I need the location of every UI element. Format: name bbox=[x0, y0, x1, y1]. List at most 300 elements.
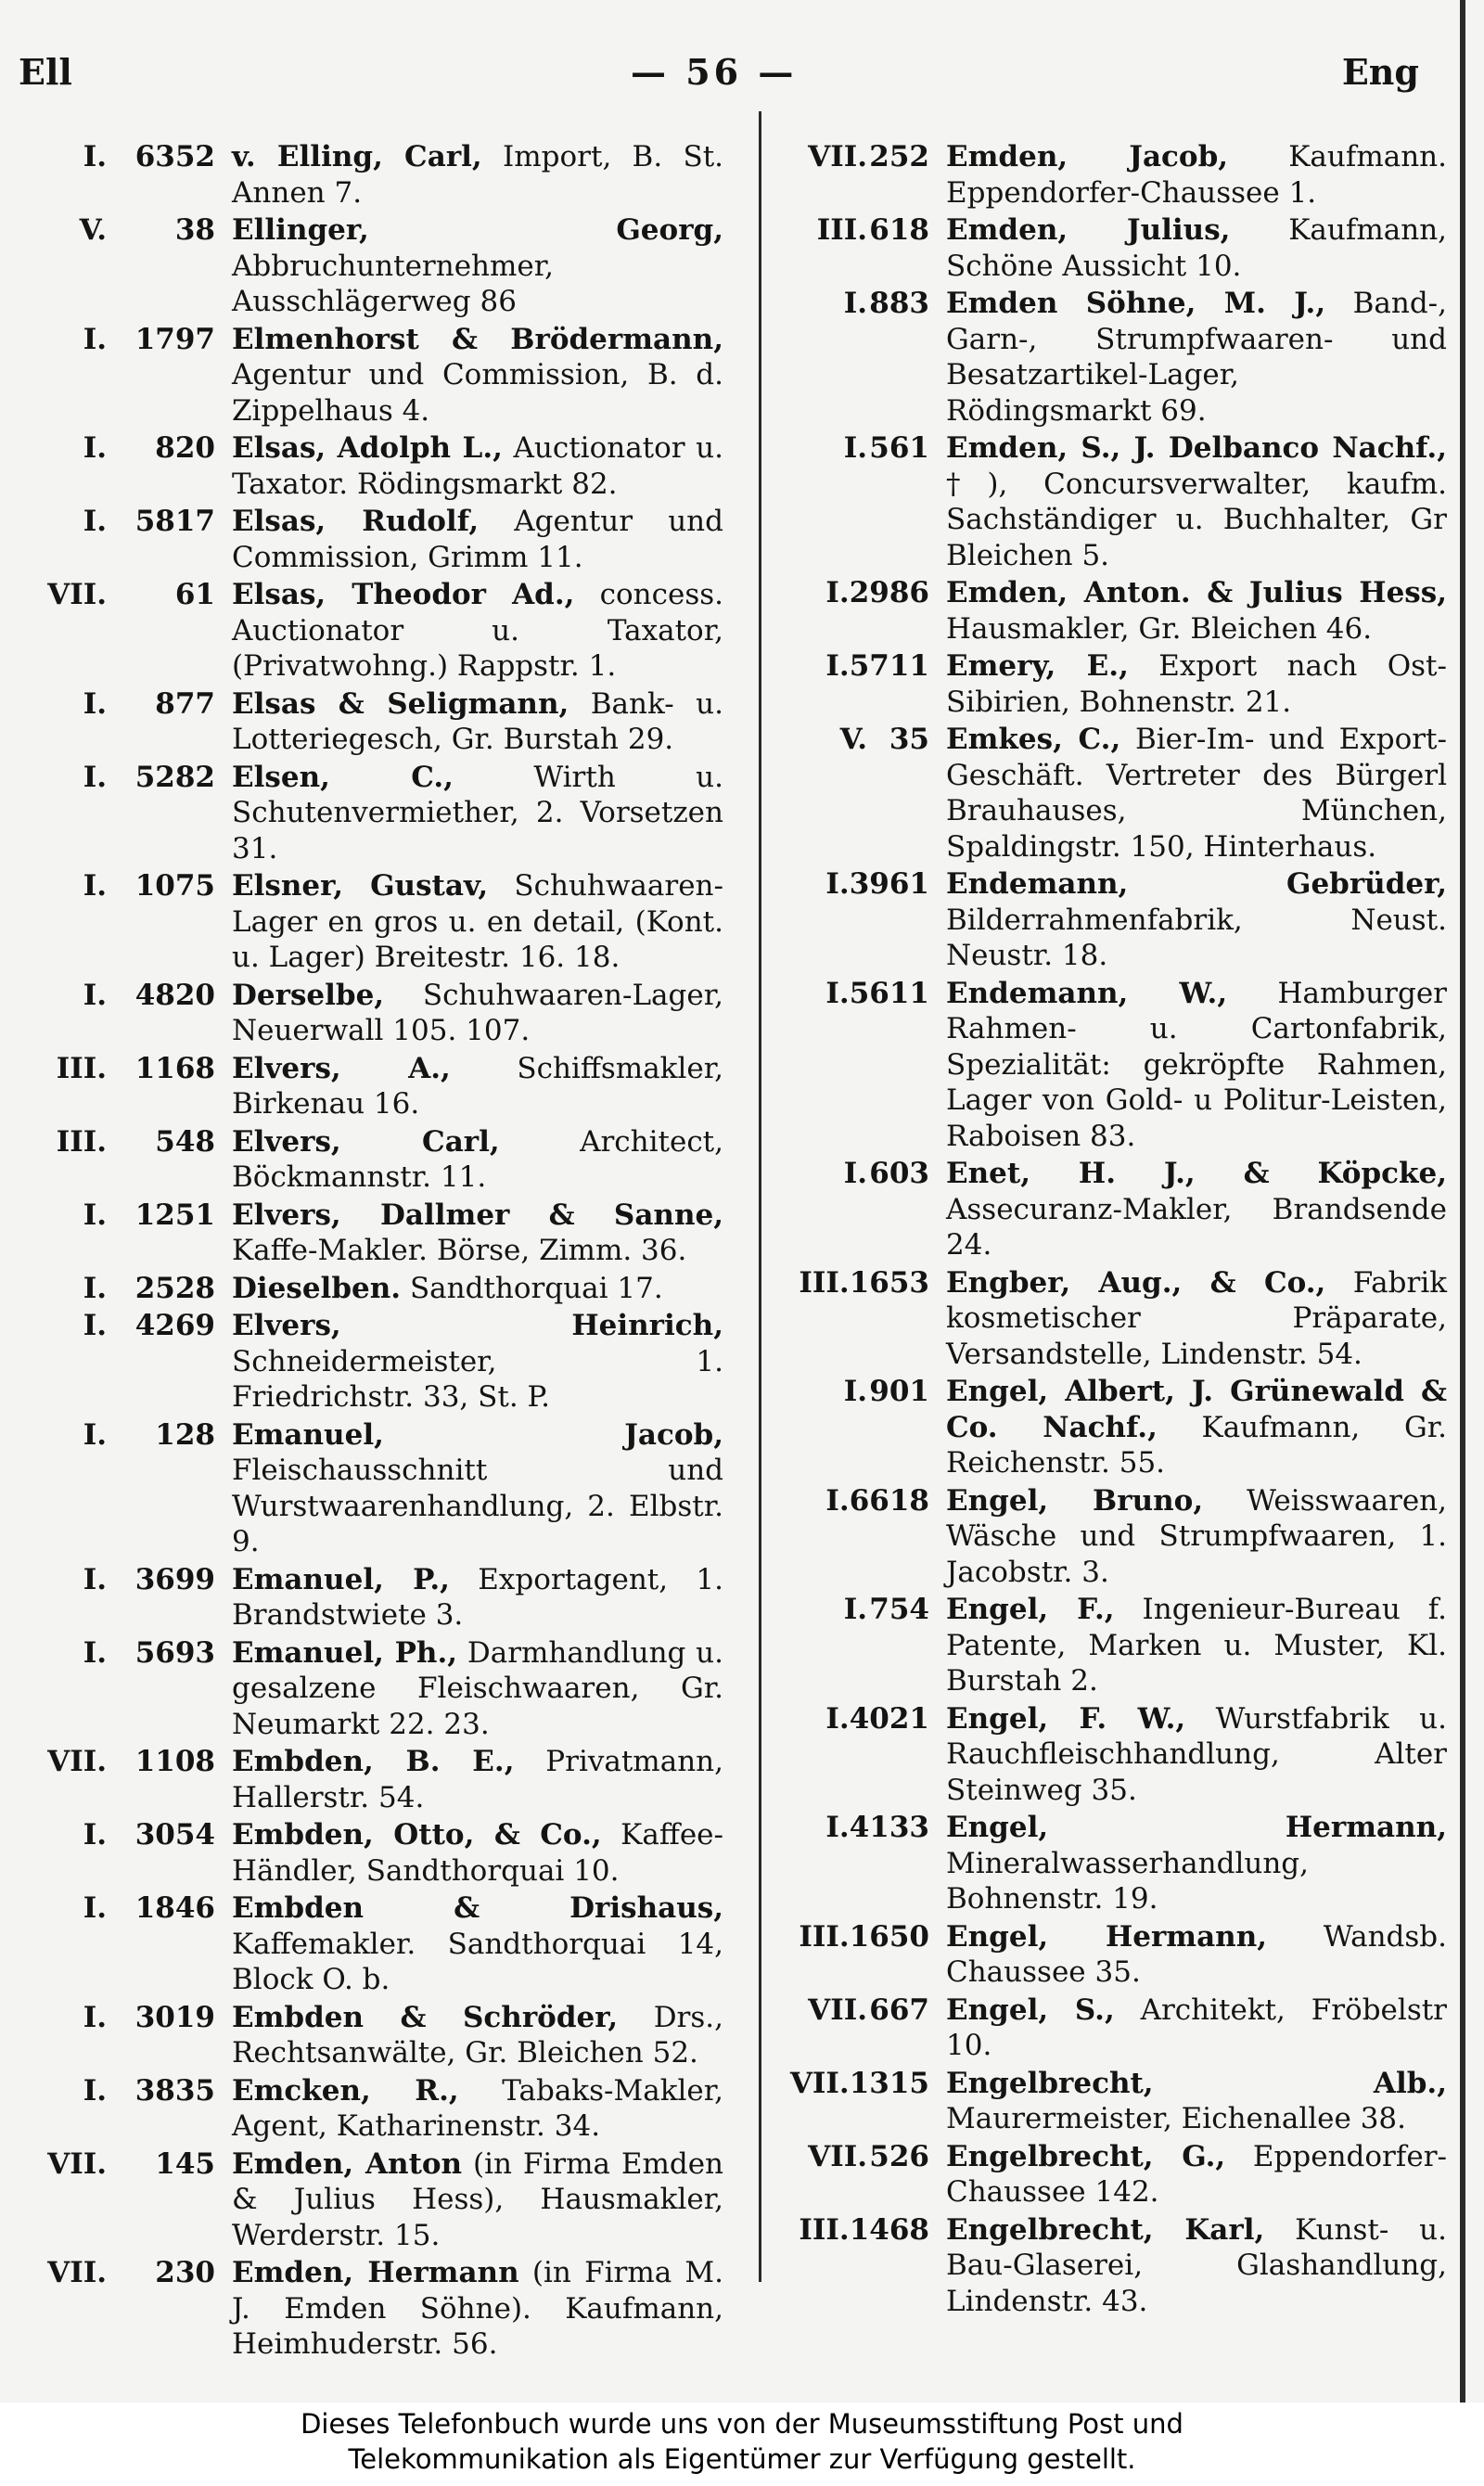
entry-details: Kaufmann, Schöne Aussicht 10. bbox=[946, 213, 1448, 283]
entry-details: Hausmakler, Gr. Bleichen 46. bbox=[946, 611, 1373, 646]
district-code: I. bbox=[83, 1635, 107, 1670]
entry-name: Emden Söhne, M. J., bbox=[946, 287, 1326, 320]
entry-details: †), Concursverwalter, kaufm. Sachständiger u. Buchhalter, Gr Bleichen 5. bbox=[946, 467, 1447, 572]
phone-number: 820 bbox=[155, 431, 215, 465]
entry-text bbox=[232, 868, 723, 976]
entry-number bbox=[779, 2066, 946, 2137]
entry-details: Import, B. St. Annen 7. bbox=[232, 140, 724, 210]
entry-name: Elvers, Heinrich, bbox=[232, 1309, 723, 1342]
entry-details: Agentur und Commission, B. d. Zippelhaus 4. bbox=[232, 358, 723, 428]
entry-text bbox=[946, 1810, 1447, 1917]
entry-number bbox=[779, 722, 946, 865]
phone-number: 3019 bbox=[134, 2000, 215, 2034]
phone-number: 38 bbox=[174, 213, 215, 247]
entry-name: Engel, Hermann, bbox=[946, 1919, 1268, 1954]
entry-number bbox=[779, 1701, 946, 1809]
directory-entry bbox=[19, 2073, 723, 2145]
entry-details: Bier-Im- und Export-Geschäft. Vertreter des Bürgerl Brauhauses, München, Spaldingstr. 150, Hinterhaus. bbox=[946, 723, 1447, 864]
entry-text bbox=[232, 1562, 723, 1634]
district-code: I. bbox=[83, 1309, 107, 1342]
phone-number: 3835 bbox=[134, 2073, 215, 2108]
entry-name: Emkes, C., bbox=[946, 723, 1121, 756]
entry-text bbox=[232, 1124, 723, 1196]
phone-number: 526 bbox=[869, 2139, 929, 2173]
directory-entry bbox=[779, 722, 1447, 865]
entry-number bbox=[779, 1993, 946, 2064]
entry-number bbox=[779, 866, 946, 974]
district-code: VII. bbox=[789, 2066, 850, 2100]
entry-text bbox=[946, 1483, 1447, 1591]
district-code: I. bbox=[843, 1593, 867, 1626]
page-edge-rule bbox=[1460, 0, 1465, 2403]
phone-number: 603 bbox=[869, 1157, 929, 1190]
entry-details: Schuhwaaren-Lager, Neuerwall 105. 107. bbox=[232, 978, 723, 1047]
entry-text bbox=[232, 2146, 723, 2254]
phone-number: 4021 bbox=[849, 1701, 929, 1736]
entry-name: Elsen, C., bbox=[232, 760, 454, 794]
entry-details: Hamburger Rahmen- u. Cartonfabrik, Spezialität: gekröpfte Rahmen, Lager von Gold- u Politur-Leisten, Raboisen 83. bbox=[946, 976, 1448, 1153]
phone-number: 2528 bbox=[134, 1271, 215, 1305]
entry-number bbox=[19, 1817, 232, 1889]
directory-entry bbox=[779, 1592, 1447, 1699]
entry-name: Engel, S., bbox=[946, 1993, 1115, 2027]
phone-number: 548 bbox=[155, 1124, 215, 1159]
entry-details: Architect, Böckmannstr. 11. bbox=[232, 1124, 723, 1194]
district-code: I. bbox=[843, 431, 867, 465]
district-code: I. bbox=[843, 1157, 867, 1190]
district-code: I. bbox=[83, 869, 107, 903]
directory-entry bbox=[779, 648, 1447, 720]
district-code: I. bbox=[825, 1483, 850, 1518]
entry-name: Elsas, Rudolf, bbox=[232, 505, 480, 538]
entry-details: Kunst- u. Bau-Glaserei, Glashandlung, Lindenstr. 43. bbox=[946, 2212, 1447, 2318]
entry-name: Enet, H. J., & Köpcke, bbox=[946, 1157, 1447, 1190]
entry-text bbox=[946, 2066, 1447, 2137]
district-code: I. bbox=[83, 1562, 107, 1596]
entry-name: Emden, Jacob, bbox=[946, 140, 1229, 173]
entry-details: Abbruchunternehmer, Ausschlägerweg 86 bbox=[232, 249, 555, 318]
district-code: III. bbox=[799, 1919, 850, 1954]
directory-entry bbox=[19, 1417, 723, 1560]
page-header bbox=[19, 51, 1419, 107]
phone-number: 5693 bbox=[134, 1635, 215, 1670]
entry-details: Auctionator u. Taxator. Rödingsmarkt 82. bbox=[232, 431, 723, 501]
entry-text bbox=[946, 1265, 1447, 1373]
phone-number: 4269 bbox=[134, 1309, 215, 1342]
phone-number: 61 bbox=[174, 578, 215, 611]
district-code: I. bbox=[825, 867, 850, 901]
entry-number bbox=[779, 139, 946, 211]
entry-details: Mineralwasserhandlung, Bohnenstr. 19. bbox=[946, 1846, 1309, 1916]
directory-entry bbox=[779, 1919, 1447, 1991]
entry-name: Endemann, Gebrüder, bbox=[946, 867, 1447, 901]
district-code: I. bbox=[825, 1701, 850, 1736]
directory-entry bbox=[19, 2000, 723, 2071]
phone-number: 1251 bbox=[134, 1198, 215, 1232]
page-number: — 56 — bbox=[631, 51, 798, 93]
entry-details: Assecuranz-Makler, Brandsende 24. bbox=[946, 1192, 1447, 1262]
entry-name: Ellinger, Georg, bbox=[232, 213, 723, 247]
entry-number bbox=[19, 1198, 232, 1269]
directory-entry bbox=[19, 1744, 723, 1815]
entry-details: Schneidermeister, 1. Friedrichstr. 33, St. P. bbox=[232, 1344, 723, 1414]
entry-name: Engel, Bruno, bbox=[946, 1483, 1204, 1518]
entry-details: Band-, Garn-, Strumpfwaaren- und Besatzartikel-Lager, Rödingsmarkt 69. bbox=[946, 287, 1447, 428]
district-code: I. bbox=[83, 2000, 107, 2034]
district-code: I. bbox=[83, 2073, 107, 2108]
entry-number bbox=[779, 2212, 946, 2320]
entry-text bbox=[232, 2255, 723, 2363]
district-code: VII. bbox=[808, 140, 867, 173]
entry-text bbox=[232, 212, 723, 320]
district-code: III. bbox=[816, 213, 867, 247]
entry-number bbox=[19, 868, 232, 976]
entry-name: Embden, Otto, & Co., bbox=[232, 1818, 602, 1852]
directory-entry bbox=[19, 212, 723, 320]
entry-text bbox=[232, 430, 723, 502]
district-code: V. bbox=[839, 723, 867, 756]
directory-entry bbox=[19, 1890, 723, 1998]
entry-name: Elsas, Adolph L., bbox=[232, 431, 503, 465]
phone-number: 230 bbox=[155, 2256, 215, 2289]
district-code: VII. bbox=[808, 2139, 867, 2173]
entry-details: Schuhwaaren-Lager en gros u. en detail, (Kont. u. Lager) Breitestr. 16. 18. bbox=[232, 869, 723, 974]
directory-entry bbox=[19, 1271, 723, 1307]
directory-entry bbox=[19, 1124, 723, 1196]
directory-entry bbox=[779, 1483, 1447, 1591]
entry-name: Emanuel, Jacob, bbox=[232, 1417, 723, 1452]
entry-number bbox=[779, 648, 946, 720]
phone-number: 128 bbox=[155, 1417, 215, 1452]
district-code: I. bbox=[83, 322, 107, 356]
entry-text bbox=[232, 2000, 723, 2071]
phone-number: 754 bbox=[869, 1593, 929, 1626]
entry-number bbox=[19, 686, 232, 758]
entry-details: Export nach Ost-Sibirien, Bohnenstr. 21. bbox=[946, 649, 1447, 719]
directory-entry bbox=[19, 1308, 723, 1416]
entry-name: Elvers, Dallmer & Sanne, bbox=[232, 1198, 723, 1232]
entry-name: Engelbrecht, Alb., bbox=[946, 2066, 1447, 2100]
entry-details: Exportagent, 1. Brandstwiete 3. bbox=[232, 1562, 723, 1632]
entry-text bbox=[232, 1051, 723, 1122]
entry-number bbox=[779, 212, 946, 284]
entry-text bbox=[232, 978, 723, 1049]
entry-text bbox=[946, 976, 1447, 1155]
entry-details: Kaufmann. Eppendorfer-Chaussee 1. bbox=[946, 140, 1447, 210]
entry-text bbox=[232, 1271, 723, 1307]
district-code: III. bbox=[56, 1124, 107, 1159]
district-code: I. bbox=[83, 686, 107, 721]
directory-entry bbox=[19, 139, 723, 211]
entry-details: Bilderrahmenfabrik, Neust. Neustr. 18. bbox=[946, 903, 1447, 972]
phone-number: 1108 bbox=[134, 1745, 215, 1778]
entry-number bbox=[779, 575, 946, 647]
entry-text bbox=[946, 2212, 1447, 2320]
district-code: I. bbox=[843, 287, 867, 320]
directory-entry bbox=[779, 2066, 1447, 2137]
directory-entry bbox=[779, 1701, 1447, 1809]
entry-number bbox=[779, 1919, 946, 1991]
phone-number: 3054 bbox=[134, 1818, 215, 1852]
entry-number bbox=[779, 976, 946, 1155]
entry-number bbox=[19, 1271, 232, 1307]
directory-entry bbox=[19, 430, 723, 502]
entry-details: (in Firma Emden & Julius Hess), Hausmakler, Werderstr. 15. bbox=[232, 2146, 724, 2252]
entry-name: Elsas, Theodor Ad., bbox=[232, 578, 575, 611]
entry-name: Engel, F., bbox=[946, 1593, 1115, 1626]
phone-number: 901 bbox=[869, 1375, 929, 1408]
entry-text bbox=[232, 686, 723, 758]
phone-number: 4133 bbox=[849, 1811, 929, 1844]
directory-entry bbox=[19, 2255, 723, 2363]
entry-details: Kaffemakler. Sandthorquai 14, Block O. b. bbox=[232, 1927, 723, 1996]
entry-details: Wandsb. Chaussee 35. bbox=[946, 1919, 1447, 1989]
phone-number: 1168 bbox=[134, 1051, 215, 1085]
phone-number: 252 bbox=[869, 140, 929, 173]
directory-entry bbox=[19, 2146, 723, 2254]
entry-name: Engel, Albert, J. Grünewald & Co. Nachf., bbox=[946, 1375, 1447, 1444]
entry-text bbox=[946, 1919, 1447, 1991]
entry-details: Wurstfabrik u. Rauchfleischhandlung, Alter Steinweg 35. bbox=[946, 1701, 1448, 1807]
directory-entry bbox=[779, 286, 1447, 429]
entry-text bbox=[946, 1993, 1447, 2064]
entry-number bbox=[779, 286, 946, 429]
directory-entry bbox=[19, 1817, 723, 1889]
district-code: I. bbox=[825, 1811, 850, 1844]
entry-text bbox=[232, 139, 723, 211]
district-code: I. bbox=[843, 1375, 867, 1408]
entry-name: Engelbrecht, G., bbox=[946, 2139, 1226, 2173]
entry-text bbox=[232, 1890, 723, 1998]
phone-number: 618 bbox=[869, 213, 929, 247]
entry-details: Tabaks-Makler, Agent, Katharinenstr. 34. bbox=[232, 2073, 724, 2143]
entry-name: Endemann, W., bbox=[946, 976, 1228, 1010]
entry-text bbox=[232, 1817, 723, 1889]
phone-number: 3961 bbox=[849, 867, 929, 901]
entry-name: Embden & Drishaus, bbox=[232, 1891, 723, 1925]
entry-number bbox=[19, 577, 232, 685]
entry-text bbox=[946, 139, 1447, 211]
district-code: I. bbox=[83, 505, 107, 538]
entry-number bbox=[19, 760, 232, 867]
directory-entry bbox=[779, 212, 1447, 284]
phone-number: 1315 bbox=[849, 2066, 929, 2100]
entry-details: Kaufmann, Gr. Reichenstr. 55. bbox=[946, 1410, 1447, 1480]
entry-text bbox=[946, 2139, 1447, 2210]
district-code: VII. bbox=[47, 2256, 107, 2289]
entry-details: Eppendorfer-Chaussee 142. bbox=[946, 2139, 1447, 2209]
entry-number bbox=[779, 1374, 946, 1481]
entry-details: Ingenieur-Bureau f. Patente, Marken u. Muster, Kl. Burstah 2. bbox=[946, 1593, 1448, 1698]
entry-details: Drs., Rechtsanwälte, Gr. Bleichen 52. bbox=[232, 2000, 723, 2070]
entry-details: Sandthorquai 17. bbox=[409, 1271, 663, 1305]
entry-details: concess. Auctionator u. Taxator, (Privatwohng.) Rappstr. 1. bbox=[232, 578, 723, 683]
directory-entry bbox=[19, 322, 723, 429]
entry-details: Maurermeister, Eichenallee 38. bbox=[946, 2102, 1406, 2135]
entry-details: Agentur und Commission, Grimm 11. bbox=[232, 505, 723, 574]
entry-text bbox=[946, 1592, 1447, 1699]
header-left-keyword: Ell bbox=[19, 51, 72, 93]
directory-entry bbox=[19, 978, 723, 1049]
entry-name: Elsner, Gustav, bbox=[232, 869, 489, 903]
directory-entry bbox=[779, 976, 1447, 1155]
directory-entry bbox=[19, 1635, 723, 1743]
entry-text bbox=[232, 1744, 723, 1815]
directory-entry bbox=[779, 1810, 1447, 1917]
entry-number bbox=[19, 2146, 232, 2254]
footer-notice bbox=[0, 2403, 1484, 2486]
entry-text bbox=[946, 286, 1447, 429]
entry-number bbox=[19, 2255, 232, 2363]
entry-name: Derselbe, bbox=[232, 978, 385, 1012]
district-code: I. bbox=[83, 760, 107, 794]
entry-number bbox=[19, 978, 232, 1049]
entry-name: Engelbrecht, Karl, bbox=[946, 2212, 1265, 2247]
directory-entry bbox=[779, 139, 1447, 211]
entry-number bbox=[779, 1810, 946, 1917]
entry-text bbox=[946, 648, 1447, 720]
footer-line-2: Telekommunikation als Eigentümer zur Verfügung gestellt. bbox=[348, 2443, 1136, 2475]
district-code: I. bbox=[825, 649, 850, 683]
directory-entry bbox=[19, 760, 723, 867]
entry-name: Dieselben. bbox=[232, 1271, 402, 1305]
entry-number bbox=[19, 1417, 232, 1560]
entry-name: Elvers, A., bbox=[232, 1051, 451, 1085]
district-code: I. bbox=[83, 978, 107, 1012]
entry-number bbox=[19, 1308, 232, 1416]
district-code: VII. bbox=[47, 2146, 107, 2181]
right-column bbox=[779, 139, 1447, 2321]
entry-details: Kaffee-Händler, Sandthorquai 10. bbox=[232, 1818, 724, 1888]
entry-name: Elsas & Seligmann, bbox=[232, 686, 569, 721]
left-column bbox=[19, 139, 723, 2364]
district-code: I. bbox=[83, 1818, 107, 1852]
district-code: I. bbox=[83, 1198, 107, 1232]
entry-text bbox=[946, 866, 1447, 974]
phone-number: 1653 bbox=[849, 1265, 929, 1300]
footer-line-1: Dieses Telefonbuch wurde uns von der Museumsstiftung Post und bbox=[301, 2408, 1183, 2440]
district-code: I. bbox=[825, 576, 850, 609]
phone-number: 1468 bbox=[849, 2212, 929, 2247]
entry-number bbox=[19, 2000, 232, 2071]
entry-name: Emden, Anton bbox=[232, 2146, 463, 2181]
entry-text bbox=[946, 430, 1447, 573]
entry-text bbox=[232, 504, 723, 575]
entry-text bbox=[232, 1308, 723, 1416]
district-code: VII. bbox=[808, 1993, 867, 2027]
directory-entry bbox=[779, 1156, 1447, 1263]
entry-number bbox=[19, 1890, 232, 1998]
entry-name: Emden, S., J. Delbanco Nachf., bbox=[946, 431, 1447, 465]
directory-entry bbox=[19, 577, 723, 685]
entry-number bbox=[19, 1124, 232, 1196]
phone-number: 6352 bbox=[134, 140, 215, 173]
phone-number: 5711 bbox=[849, 649, 929, 683]
entry-details: Schiffsmakler, Birkenau 16. bbox=[232, 1051, 723, 1121]
entry-number bbox=[19, 1562, 232, 1634]
district-code: III. bbox=[799, 2212, 850, 2247]
entry-details: Fabrik kosmetischer Präparate, Versandstelle, Lindenstr. 54. bbox=[946, 1265, 1448, 1371]
entry-name: Emery, E., bbox=[946, 649, 1129, 683]
entry-name: Embden, B. E., bbox=[232, 1745, 515, 1778]
phone-number: 561 bbox=[869, 431, 929, 465]
district-code: III. bbox=[799, 1265, 850, 1300]
entry-text bbox=[232, 1417, 723, 1560]
entry-text bbox=[946, 575, 1447, 647]
entry-name: Emanuel, P., bbox=[232, 1562, 450, 1596]
entry-name: Emden, Hermann bbox=[232, 2256, 519, 2289]
entry-name: Engel, Hermann, bbox=[946, 1811, 1447, 1844]
district-code: I. bbox=[825, 976, 850, 1010]
phone-number: 6618 bbox=[849, 1483, 929, 1518]
directory-entry bbox=[19, 1051, 723, 1122]
entry-number bbox=[19, 1051, 232, 1122]
entry-details: Privatmann, Hallerstr. 54. bbox=[232, 1745, 723, 1814]
directory-entry bbox=[779, 575, 1447, 647]
entry-number bbox=[19, 1635, 232, 1743]
entry-details: Fleischausschnitt und Wurstwaarenhandlung, 2. Elbstr. 9. bbox=[232, 1454, 723, 1558]
entry-details: Kaffe-Makler. Börse, Zimm. 36. bbox=[232, 1234, 687, 1267]
phone-number: 35 bbox=[889, 723, 929, 756]
phone-number: 3699 bbox=[134, 1562, 215, 1596]
header-right-keyword: Eng bbox=[1341, 51, 1419, 93]
directory-entry bbox=[779, 1265, 1447, 1373]
entry-text bbox=[232, 1198, 723, 1269]
phone-number: 2986 bbox=[849, 576, 929, 609]
entry-details: Architekt, Fröbelstr 10. bbox=[946, 1993, 1447, 2062]
entry-details: Darmhandlung u. gesalzene Fleischwaaren, Gr. Neumarkt 22. 23. bbox=[232, 1635, 723, 1741]
phone-number: 5282 bbox=[134, 760, 215, 794]
phone-number: 145 bbox=[155, 2146, 215, 2181]
entry-text bbox=[232, 2073, 723, 2145]
entry-number bbox=[779, 430, 946, 573]
district-code: I. bbox=[83, 140, 107, 173]
phone-number: 1797 bbox=[134, 322, 215, 356]
entry-text bbox=[946, 1374, 1447, 1481]
entry-number bbox=[779, 1156, 946, 1263]
district-code: I. bbox=[83, 1271, 107, 1305]
directory-entry bbox=[19, 868, 723, 976]
entry-text bbox=[946, 722, 1447, 865]
directory-entry bbox=[19, 504, 723, 575]
district-code: VII. bbox=[47, 578, 107, 611]
phone-number: 1075 bbox=[134, 869, 215, 903]
directory-entry bbox=[19, 1562, 723, 1634]
entry-name: Emcken, R., bbox=[232, 2073, 459, 2108]
directory-entry bbox=[779, 2212, 1447, 2320]
phone-number: 5611 bbox=[849, 976, 929, 1010]
entry-number bbox=[779, 2139, 946, 2210]
entry-number bbox=[779, 1483, 946, 1591]
entry-text bbox=[232, 322, 723, 429]
directory-entry bbox=[779, 1374, 1447, 1481]
column-divider bbox=[759, 111, 761, 2282]
entry-text bbox=[232, 1635, 723, 1743]
entry-text bbox=[946, 212, 1447, 284]
entry-number bbox=[19, 139, 232, 211]
entry-name: v. Elling, Carl, bbox=[232, 140, 482, 173]
phone-number: 877 bbox=[155, 686, 215, 721]
entry-number bbox=[779, 1592, 946, 1699]
phone-number: 883 bbox=[869, 287, 929, 320]
entry-name: Engber, Aug., & Co., bbox=[946, 1265, 1326, 1300]
entry-details: (in Firma M. J. Emden Söhne). Kaufmann, Heimhuderstr. 56. bbox=[232, 2256, 724, 2361]
directory-entry bbox=[779, 1993, 1447, 2064]
directory-entry bbox=[779, 866, 1447, 974]
directory-entry bbox=[779, 2139, 1447, 2210]
phone-number: 1650 bbox=[849, 1919, 929, 1954]
entry-name: Elmenhorst & Brödermann, bbox=[232, 322, 723, 356]
